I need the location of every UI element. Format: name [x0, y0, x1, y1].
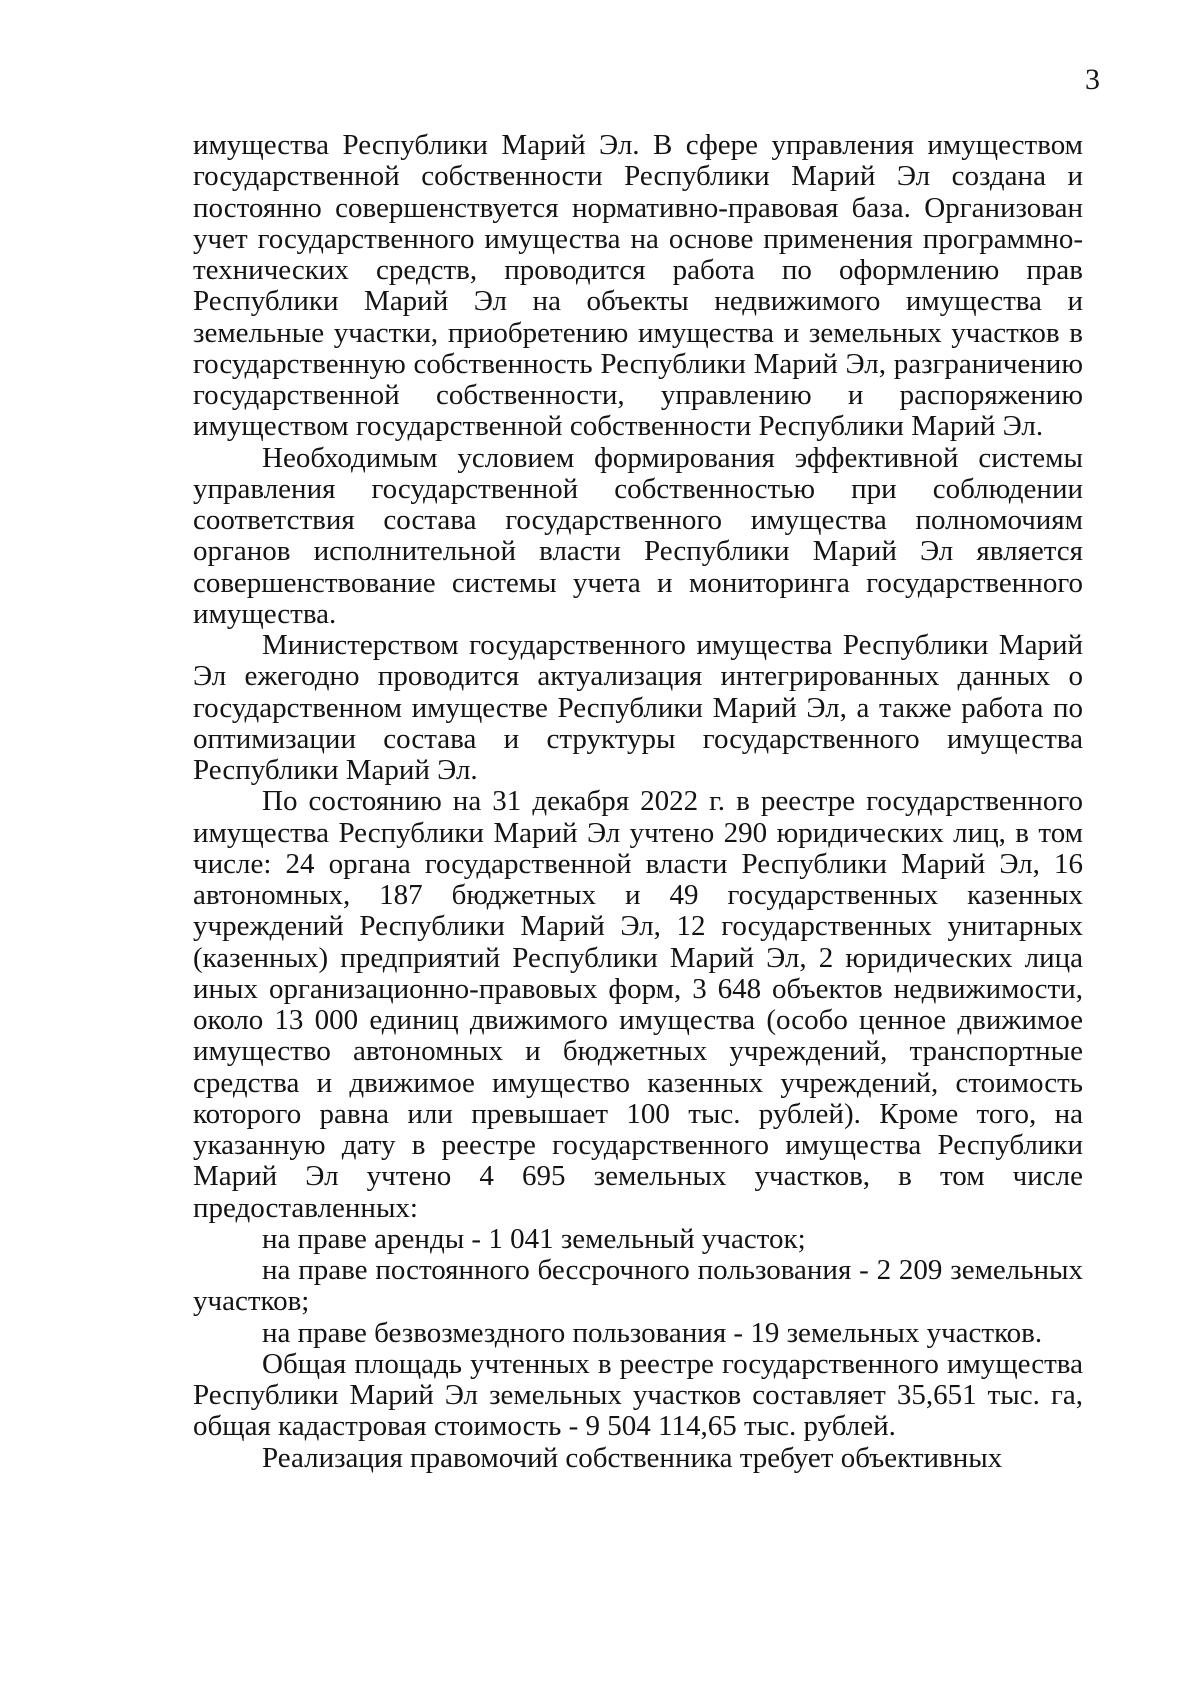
- paragraph-free-use-plots: на праве безвозмездного пользования - 19 земельных участков.: [262, 1316, 1043, 1349]
- body-text: [193, 130, 1083, 1474]
- paragraph-registry-status: По состоянию на 31 декабря 2022 г. в реестре государственного имущества Республики Марий Эл учтено 290 юридических лиц, в том числе: 24 органа государственной власти Республики Марий Эл, 16 автономных, 187 бюджетных и 49 государственных казенных учреждений Республики Марий Эл, 12 государственных унитарных (казенных) предприятий Республики Марий Эл, 2 юридических лица иных организационно-правовых форм, 3 648 объектов недвижимости, около 13 000 единиц движимого имущества (особо ценное движимое имущество автономных и бюджетных учреждений, транспортные средства и движимое имущество казенных учреждений, стоимость которого равна или превышает 100 тыс. рублей). Кроме того, на указанную дату в реестре государственного имущества Республики Марий Эл учтено 4 695 земельных участков, в том числе предоставленных:: [193, 785, 1083, 1224]
- paragraph-permanent-use-plots: на праве постоянного бессрочного пользования - 2 209 земельных участков;: [193, 1254, 1083, 1318]
- page-number: 3: [1085, 63, 1100, 96]
- paragraph-ministry-data: Министерством государственного имущества Республики Марий Эл ежегодно проводится актуализация интегрированных данных о государственном имуществе Республики Марий Эл, а также работа по оптимизации состава и структуры государственного имущества Республики Марий Эл.: [193, 629, 1083, 786]
- paragraph-lease-plots: на праве аренды - 1 041 земельный участок;: [262, 1222, 806, 1255]
- paragraph-property-management: имущества Республики Марий Эл. В сфере управления имуществом государственной собственности Республики Марий Эл создана и постоянно совершенствуется нормативно-правовая база. Организован учет государственного имущества на основе применения программно-технических средств, проводится работа по оформлению прав Республики Марий Эл на объекты недвижимого имущества и земельные участки, приобретению имущества и земельных участков в государственную собственность Республики Марий Эл, разграничению государственной собственности, управлению и распоряжению имуществом государственной собственности Республики Марий Эл.: [193, 129, 1083, 443]
- paragraph-accounting-system: Необходимым условием формирования эффективной системы управления государственной собственностью при соблюдении соответствия состава государственного имущества полномочиям органов исполнительной власти Республики Марий Эл является совершенствование системы учета и мониторинга государственного имущества.: [193, 441, 1083, 630]
- paragraph-total-area: Общая площадь учтенных в реестре государственного имущества Республики Марий Эл земельных участков составляет 35,651 тыс. га, общая кадастровая стоимость - 9 504 114,65 тыс. рублей.: [193, 1347, 1083, 1443]
- paragraph-owner-rights: Реализация правомочий собственника требует объективных: [262, 1441, 1003, 1474]
